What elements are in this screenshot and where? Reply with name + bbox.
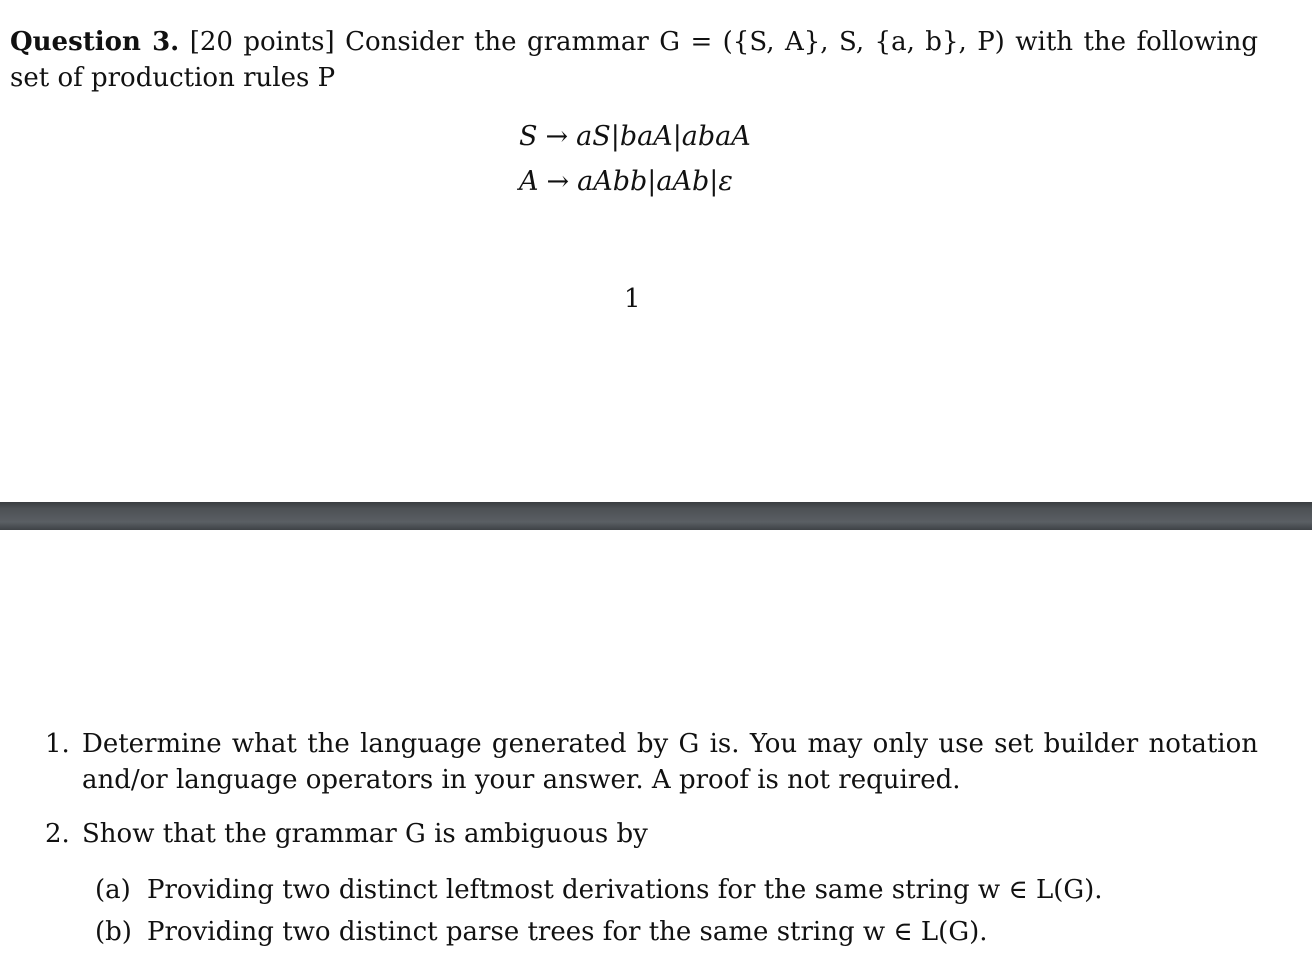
- rule-rhs: aAbb|aAb|ε: [577, 166, 733, 197]
- page-number: 1: [624, 284, 641, 314]
- rule-lhs: A: [519, 166, 539, 197]
- sub-item-b: [95, 914, 988, 950]
- page-bottom: [0, 530, 1312, 974]
- rule-lhs: S: [519, 121, 538, 152]
- sub-item-label: (a): [95, 875, 131, 905]
- item-text: Determine what the language generated by G is. You may only use set builder notation and/or language operators in your answer. A proof is not required.: [82, 729, 1258, 795]
- rule-rhs: aS|baA|abaA: [576, 121, 751, 152]
- page-divider: [0, 502, 1312, 530]
- list-item-1: [45, 726, 1258, 798]
- production-rules: [519, 114, 751, 204]
- question-intro: Consider the grammar G = ({S, A}, S, {a, b}, P) with the following set of production rules P: [10, 27, 1259, 93]
- list-item-2: [45, 816, 1258, 852]
- arrow-icon: →: [546, 166, 570, 197]
- sub-item-text: Providing two distinct leftmost derivations for the same string w ∈ L(G).: [147, 875, 1103, 905]
- item-number: 2.: [45, 819, 70, 849]
- sub-item-label: (b): [95, 917, 132, 947]
- rule-s: [519, 114, 751, 159]
- question-header: [10, 24, 1258, 96]
- sub-item-text: Providing two distinct parse trees for the same string w ∈ L(G).: [147, 917, 988, 947]
- sub-item-a: [95, 872, 1103, 908]
- question-label: Question 3.: [10, 27, 180, 57]
- question-points: [20 points]: [189, 27, 335, 57]
- item-text: Show that the grammar G is ambiguous by: [82, 819, 648, 849]
- item-number: 1.: [45, 729, 70, 759]
- rule-a: [519, 159, 751, 204]
- arrow-icon: →: [545, 121, 569, 152]
